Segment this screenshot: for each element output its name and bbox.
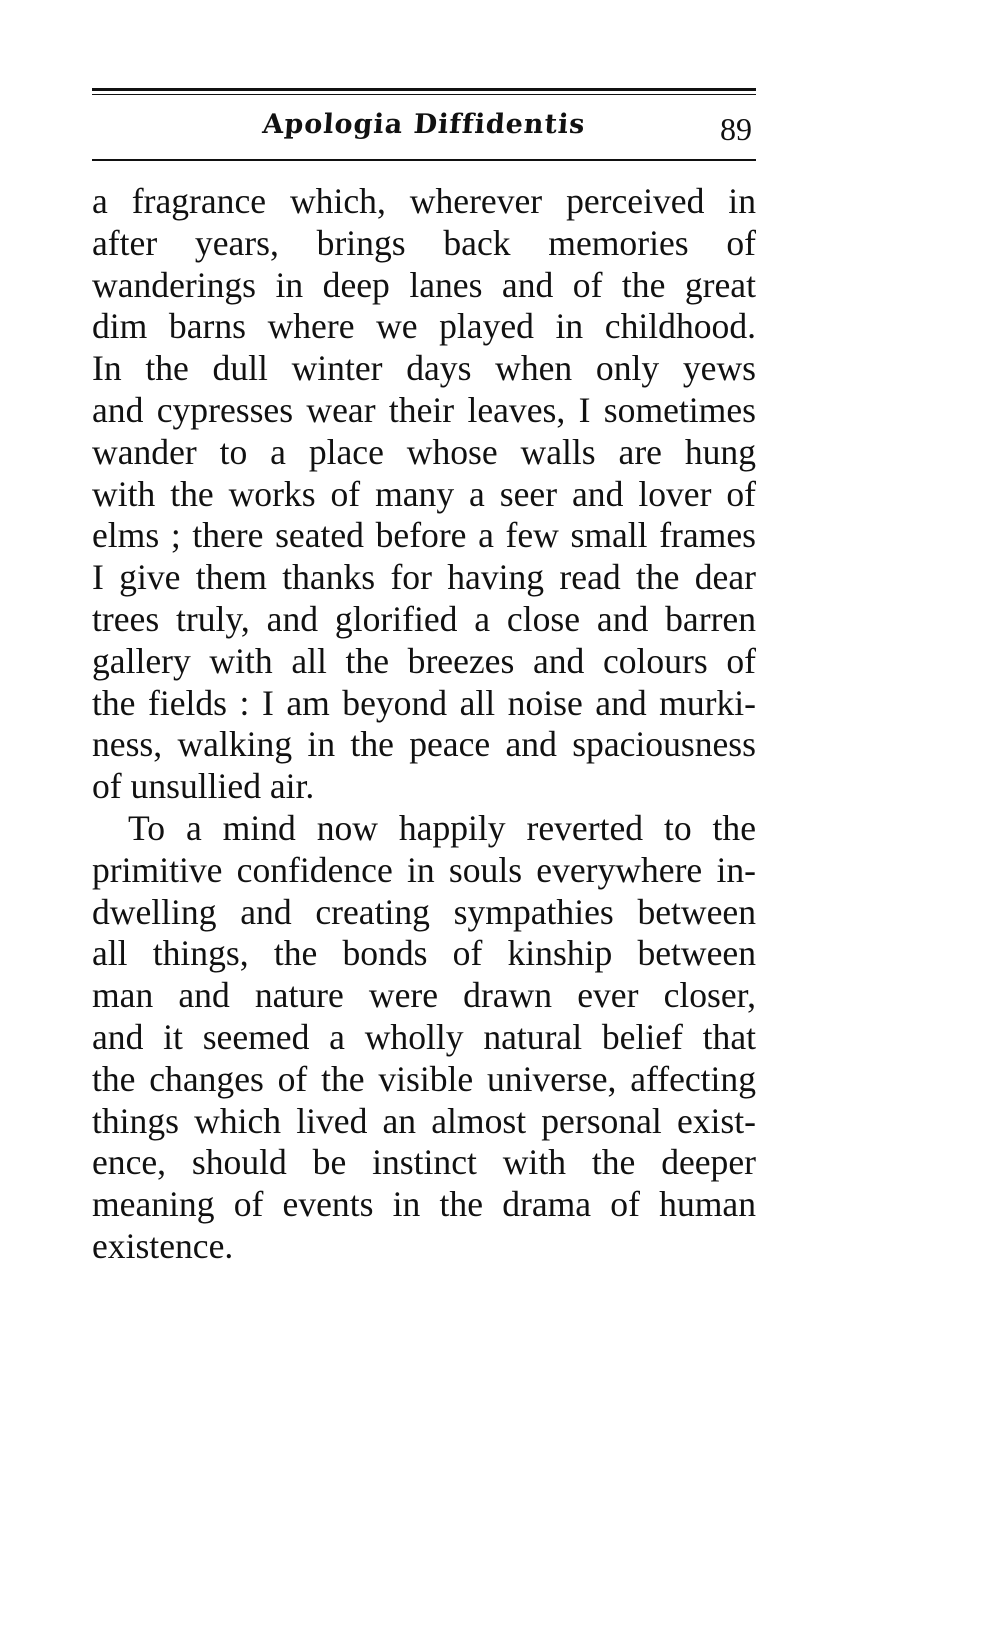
text-line: In the dull winter days when only yews	[92, 348, 756, 389]
text-line: dwelling and creating sympathies between	[92, 891, 756, 932]
text-line: ence, should be instinct with the deeper	[92, 1142, 756, 1183]
text-line: the changes of the visible universe, affecting	[92, 1058, 756, 1099]
text-line: wander to a place whose walls are hung	[92, 431, 756, 472]
text-line: dim barns where we played in childhood.	[92, 306, 756, 347]
text-line: and cypresses wear their leaves, I sometimes	[92, 389, 756, 430]
text-line: a fragrance which, wherever perceived in	[92, 181, 756, 221]
text-line: ness, walking in the peace and spaciousness	[92, 724, 756, 765]
text-line: man and nature were drawn ever closer,	[92, 975, 756, 1016]
text-line: things which lived an almost personal exist-	[92, 1100, 756, 1141]
book-page	[92, 88, 756, 1268]
body-text	[92, 181, 756, 1268]
text-line: meaning of events in the drama of human	[92, 1184, 756, 1225]
text-line: I give them thanks for having read the dear	[92, 557, 756, 598]
text-line: after years, brings back memories of	[92, 222, 756, 263]
text-line: all things, the bonds of kinship between	[92, 933, 756, 974]
text-line: the fields : I am beyond all noise and murki-	[92, 682, 756, 723]
text-line: gallery with all the breezes and colours of	[92, 640, 756, 681]
header-rule-bottom	[92, 159, 756, 161]
running-head-title: Apologia Diffidentis	[261, 109, 587, 140]
page-number: 89	[720, 111, 752, 147]
text-line: wanderings in deep lanes and of the great	[92, 264, 756, 305]
running-head	[92, 95, 756, 159]
text-line: and it seemed a wholly natural belief that	[92, 1016, 756, 1057]
text-line: trees truly, and glorified a close and barren	[92, 598, 756, 639]
text-line: To a mind now happily reverted to the	[128, 807, 756, 848]
paragraph-1	[92, 181, 756, 808]
text-line: of unsullied air.	[92, 766, 315, 807]
header-rule-thick	[92, 88, 756, 91]
text-line: existence.	[92, 1225, 234, 1266]
text-line: primitive confidence in souls everywhere in-	[92, 849, 756, 890]
text-line: elms ; there seated before a few small frames	[92, 515, 756, 556]
paragraph-2	[92, 808, 756, 1268]
text-line: with the works of many a seer and lover of	[92, 473, 756, 514]
